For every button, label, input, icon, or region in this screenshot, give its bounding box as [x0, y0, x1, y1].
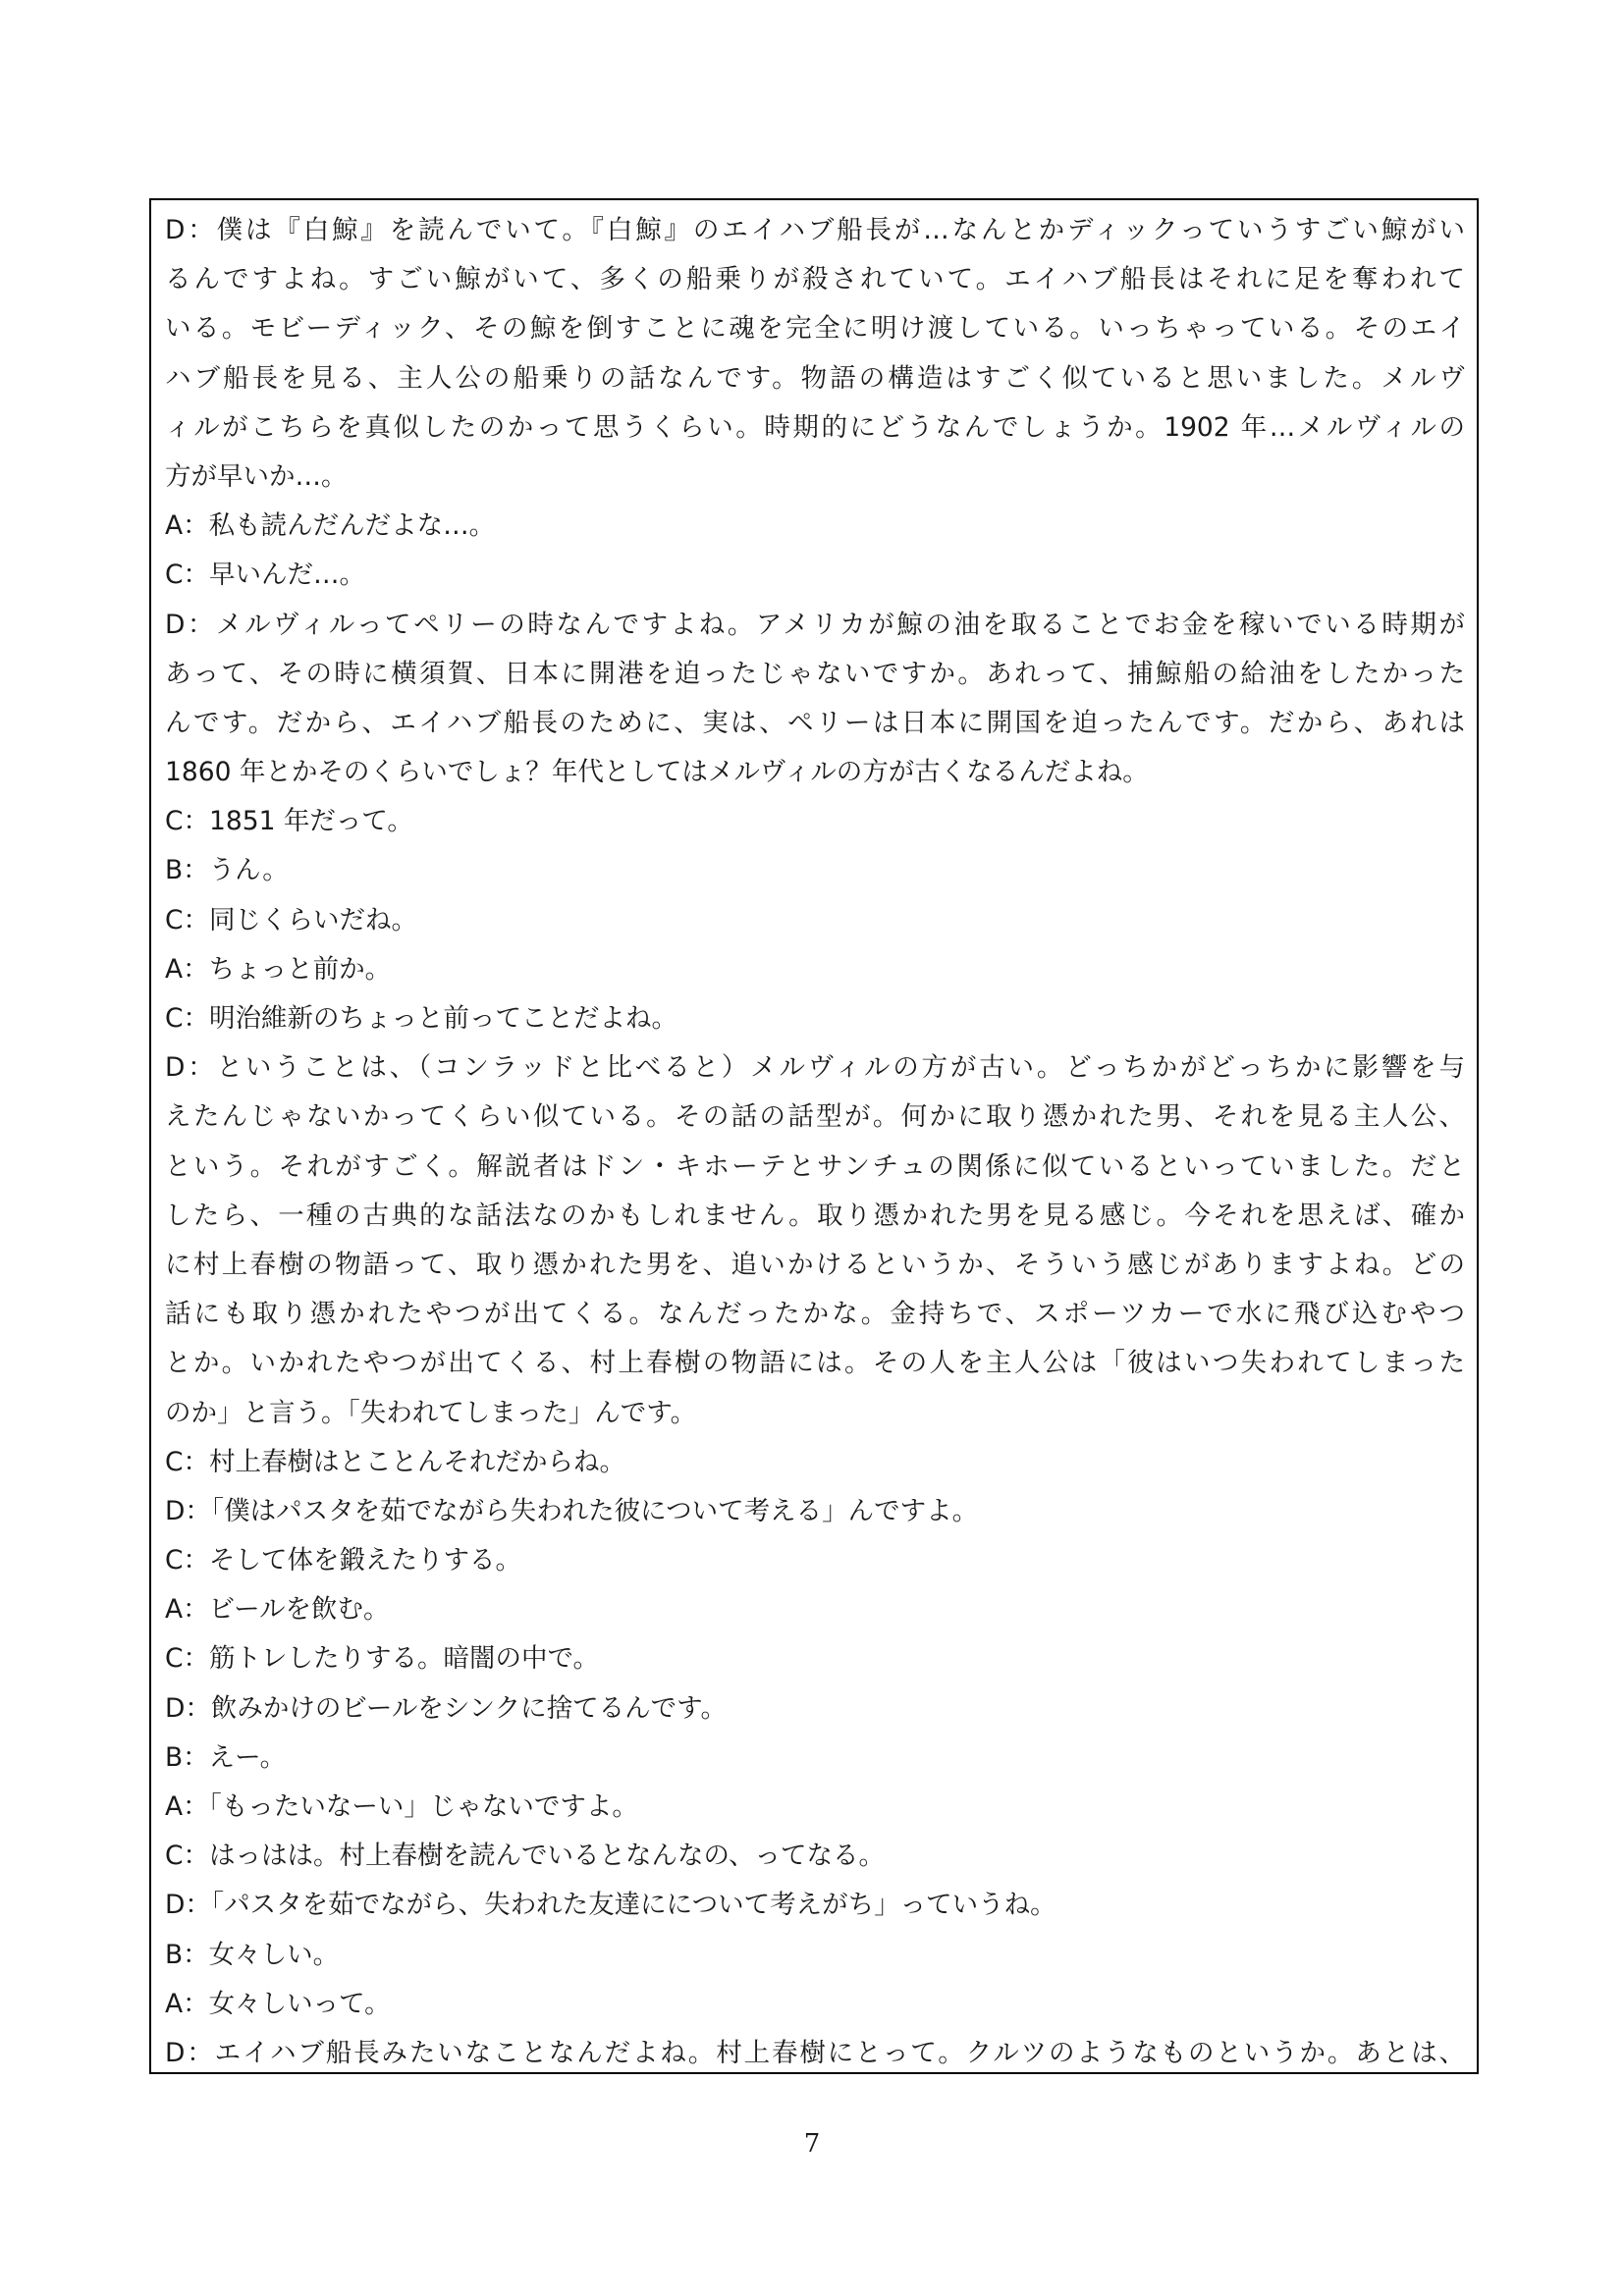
transcript-line: に村上春樹の物語って、取り憑かれた男を、追いかけるというか、そういう感じがありますよね。どの: [165, 1249, 1465, 1280]
transcript-box: [149, 198, 1479, 2074]
transcript-line: B：女々しい。: [165, 1939, 340, 1970]
transcript-line: C：早いんだ…。: [165, 560, 366, 591]
transcript-line: D：エイハブ船長みたいなことなんだよね。村上春樹にとって。クルツのようなものというか。あとは、: [165, 2037, 1465, 2068]
transcript-line: B：えー。: [165, 1741, 287, 1773]
transcript-line: A：女々しいって。: [165, 1988, 391, 2019]
transcript-line: という。それがすごく。解説者はドン・キホーテとサンチュの関係に似ているといっていました。だと: [165, 1150, 1465, 1182]
transcript-line: ィルがこちらを真似したのかって思うくらい。時期的にどうなんでしょうか。1902 年…メルヴィルの: [165, 411, 1465, 443]
transcript-line: のか」と言う。「失われてしまった」んです。: [165, 1397, 697, 1428]
transcript-line: C：同じくらいだね。: [165, 904, 418, 935]
transcript-line: えたんじゃないかってくらい似ている。その話の話型が。何かに取り憑かれた男、それを見る主人公、: [165, 1101, 1465, 1133]
transcript-line: C：明治維新のちょっと前ってことだよね。: [165, 1003, 678, 1034]
transcript-line: D：ということは、（コンラッドと比べると）メルヴィルの方が古い。どっちかがどっちかに影響を与: [165, 1052, 1465, 1084]
transcript-line: D：「パスタを茹でながら、失われた友達にについて考えがち」っていうね。: [165, 1890, 1056, 1921]
transcript-line: 話にも取り憑かれたやつが出てくる。なんだったかな。金持ちで、スポーツカーで水に飛び込むやつ: [165, 1299, 1465, 1330]
transcript-line: C：筋トレしたりする。暗闇の中で。: [165, 1643, 599, 1675]
transcript-line: D：「僕はパスタを茹でながら失われた彼について考える」んですよ。: [165, 1495, 979, 1526]
transcript-line: D：僕は『白鯨』を読んでいて。『白鯨』のエイハブ船長が…なんとかディックっていうすごい鯨がい: [165, 215, 1465, 245]
transcript-line: A：ビールを飲む。: [165, 1594, 390, 1626]
transcript-line: C：村上春樹はとことんそれだからね。: [165, 1446, 626, 1477]
transcript-line: るんですよね。すごい鯨がいて、多くの船乗りが殺されていて。エイハブ船長はそれに足を奪われて: [165, 264, 1465, 295]
transcript-line: 方が早いか…。: [165, 460, 348, 492]
transcript-line: A：私も読んだんだよな…。: [165, 510, 496, 542]
transcript-line: したら、一種の古典的な話法なのかもしれません。取り憑かれた男を見る感じ。今それを思えば、確か: [165, 1200, 1465, 1231]
transcript-line: C：そして体を鍛えたりする。: [165, 1545, 522, 1576]
transcript-line: いる。モビーディック、その鯨を倒すことに魂を完全に明け渡している。いっちゃっている。そのエイ: [165, 313, 1465, 345]
page-number: 7: [803, 2129, 821, 2159]
transcript-line: B：うん。: [165, 855, 289, 886]
transcript-line: とか。いかれたやつが出てくる、村上春樹の物語には。その人を主人公は「彼はいつ失われてしまった: [165, 1348, 1465, 1379]
transcript-line: D：飲みかけのビールをシンクに捨てるんです。: [165, 1692, 728, 1724]
transcript-line: んです。だから、エイハブ船長のために、実は、ペリーは日本に開国を迫ったんです。だから、あれは: [165, 707, 1465, 738]
transcript-line: ハブ船長を見る、主人公の船乗りの話なんです。物語の構造はすごく似ていると思いました。メルヴ: [165, 362, 1465, 394]
transcript-line: A：ちょっと前か。: [165, 953, 392, 985]
transcript-line: D：メルヴィルってペリーの時なんですよね。アメリカが鯨の油を取ることでお金を稼いでいる時期が: [165, 609, 1465, 640]
transcript-line: 1860 年とかそのくらいでしょ？年代としてはメルヴィルの方が古くなるんだよね。: [165, 757, 1149, 788]
transcript-line: C：はっはは。村上春樹を読んでいるとなんなの、ってなる。: [165, 1841, 885, 1872]
transcript-line: C：1851 年だって。: [165, 806, 413, 837]
transcript-line: A：「もったいなーい」じゃないですよ。: [165, 1791, 638, 1822]
transcript-line: あって、その時に横須賀、日本に開港を迫ったじゃないですか。あれって、捕鯨船の給油をしたかった: [165, 658, 1465, 689]
